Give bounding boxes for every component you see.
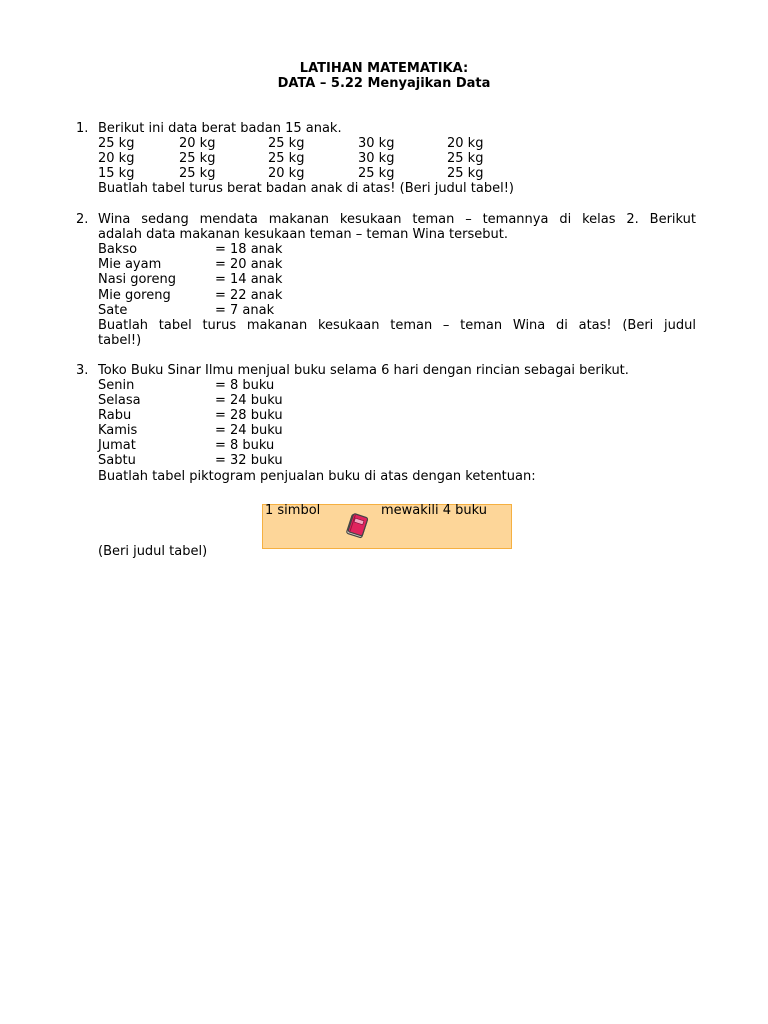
q1-cell: 25 kg <box>268 151 305 166</box>
q1-cell: 20 kg <box>98 151 135 166</box>
q2-item-value: = 18 anak <box>215 242 283 257</box>
q1-cell: 25 kg <box>98 136 135 151</box>
q3-item-name: Senin <box>98 378 135 393</box>
q2-item-name: Mie goreng <box>98 288 171 303</box>
q3-item-name: Rabu <box>98 408 132 423</box>
q1-cell: 25 kg <box>179 166 216 181</box>
q1-cell: 30 kg <box>358 136 395 151</box>
q2-intro-line-2: adalah data makanan kesukaan teman – teman Wina tersebut. <box>98 227 508 242</box>
q2-item-value: = 7 anak <box>215 303 275 318</box>
q3-item-name: Sabtu <box>98 453 136 468</box>
q1-cell: 25 kg <box>447 166 484 181</box>
legend-left-text: 1 simbol <box>265 503 321 518</box>
book-icon <box>343 513 371 539</box>
page-title-line-2: DATA – 5.22 Menyajikan Data <box>277 76 491 91</box>
q3-number: 3. <box>76 363 89 378</box>
q2-item-value: = 20 anak <box>215 257 283 272</box>
q1-number: 1. <box>76 121 89 136</box>
q3-item-value: = 24 buku <box>215 393 283 408</box>
q3-item-value: = 8 buku <box>215 438 275 453</box>
q1-cell: 15 kg <box>98 166 135 181</box>
q1-cell: 20 kg <box>268 166 305 181</box>
q3-item-name: Selasa <box>98 393 141 408</box>
q2-item-value: = 14 anak <box>215 272 283 287</box>
q3-task: Buatlah tabel piktogram penjualan buku di atas dengan ketentuan: <box>98 469 536 484</box>
q2-item-name: Bakso <box>98 242 138 257</box>
q2-item-name: Mie ayam <box>98 257 162 272</box>
q2-item-value: = 22 anak <box>215 288 283 303</box>
q2-task-line-2: tabel!) <box>98 333 142 348</box>
q3-note: (Beri judul tabel) <box>98 544 208 559</box>
q3-item-value: = 28 buku <box>215 408 283 423</box>
q1-cell: 20 kg <box>179 136 216 151</box>
q2-item-name: Sate <box>98 303 128 318</box>
pictogram-legend-box <box>262 504 512 549</box>
q1-cell: 30 kg <box>358 151 395 166</box>
q3-item-name: Kamis <box>98 423 138 438</box>
q1-cell: 25 kg <box>447 151 484 166</box>
q1-cell: 25 kg <box>268 136 305 151</box>
q2-task-line-1: Buatlah tabel turus makanan kesukaan teman – teman Wina di atas! (Beri judul <box>98 318 696 333</box>
q3-item-value: = 24 buku <box>215 423 283 438</box>
q2-item-name: Nasi goreng <box>98 272 176 287</box>
legend-right-text: mewakili 4 buku <box>381 503 488 518</box>
q1-cell: 20 kg <box>447 136 484 151</box>
q3-item-value: = 8 buku <box>215 378 275 393</box>
q1-task: Buatlah tabel turus berat badan anak di atas! (Beri judul tabel!) <box>98 181 514 196</box>
q1-intro: Berikut ini data berat badan 15 anak. <box>98 121 342 136</box>
q3-item-value: = 32 buku <box>215 453 283 468</box>
q3-intro: Toko Buku Sinar Ilmu menjual buku selama 6 hari dengan rincian sebagai berikut. <box>98 363 629 378</box>
q3-item-name: Jumat <box>98 438 136 453</box>
q1-cell: 25 kg <box>358 166 395 181</box>
q2-number: 2. <box>76 212 89 227</box>
q2-intro-line-1: Wina sedang mendata makanan kesukaan teman – temannya di kelas 2. Berikut <box>98 212 696 227</box>
page-title-line-1: LATIHAN MATEMATIKA: <box>299 61 469 76</box>
q1-cell: 25 kg <box>179 151 216 166</box>
